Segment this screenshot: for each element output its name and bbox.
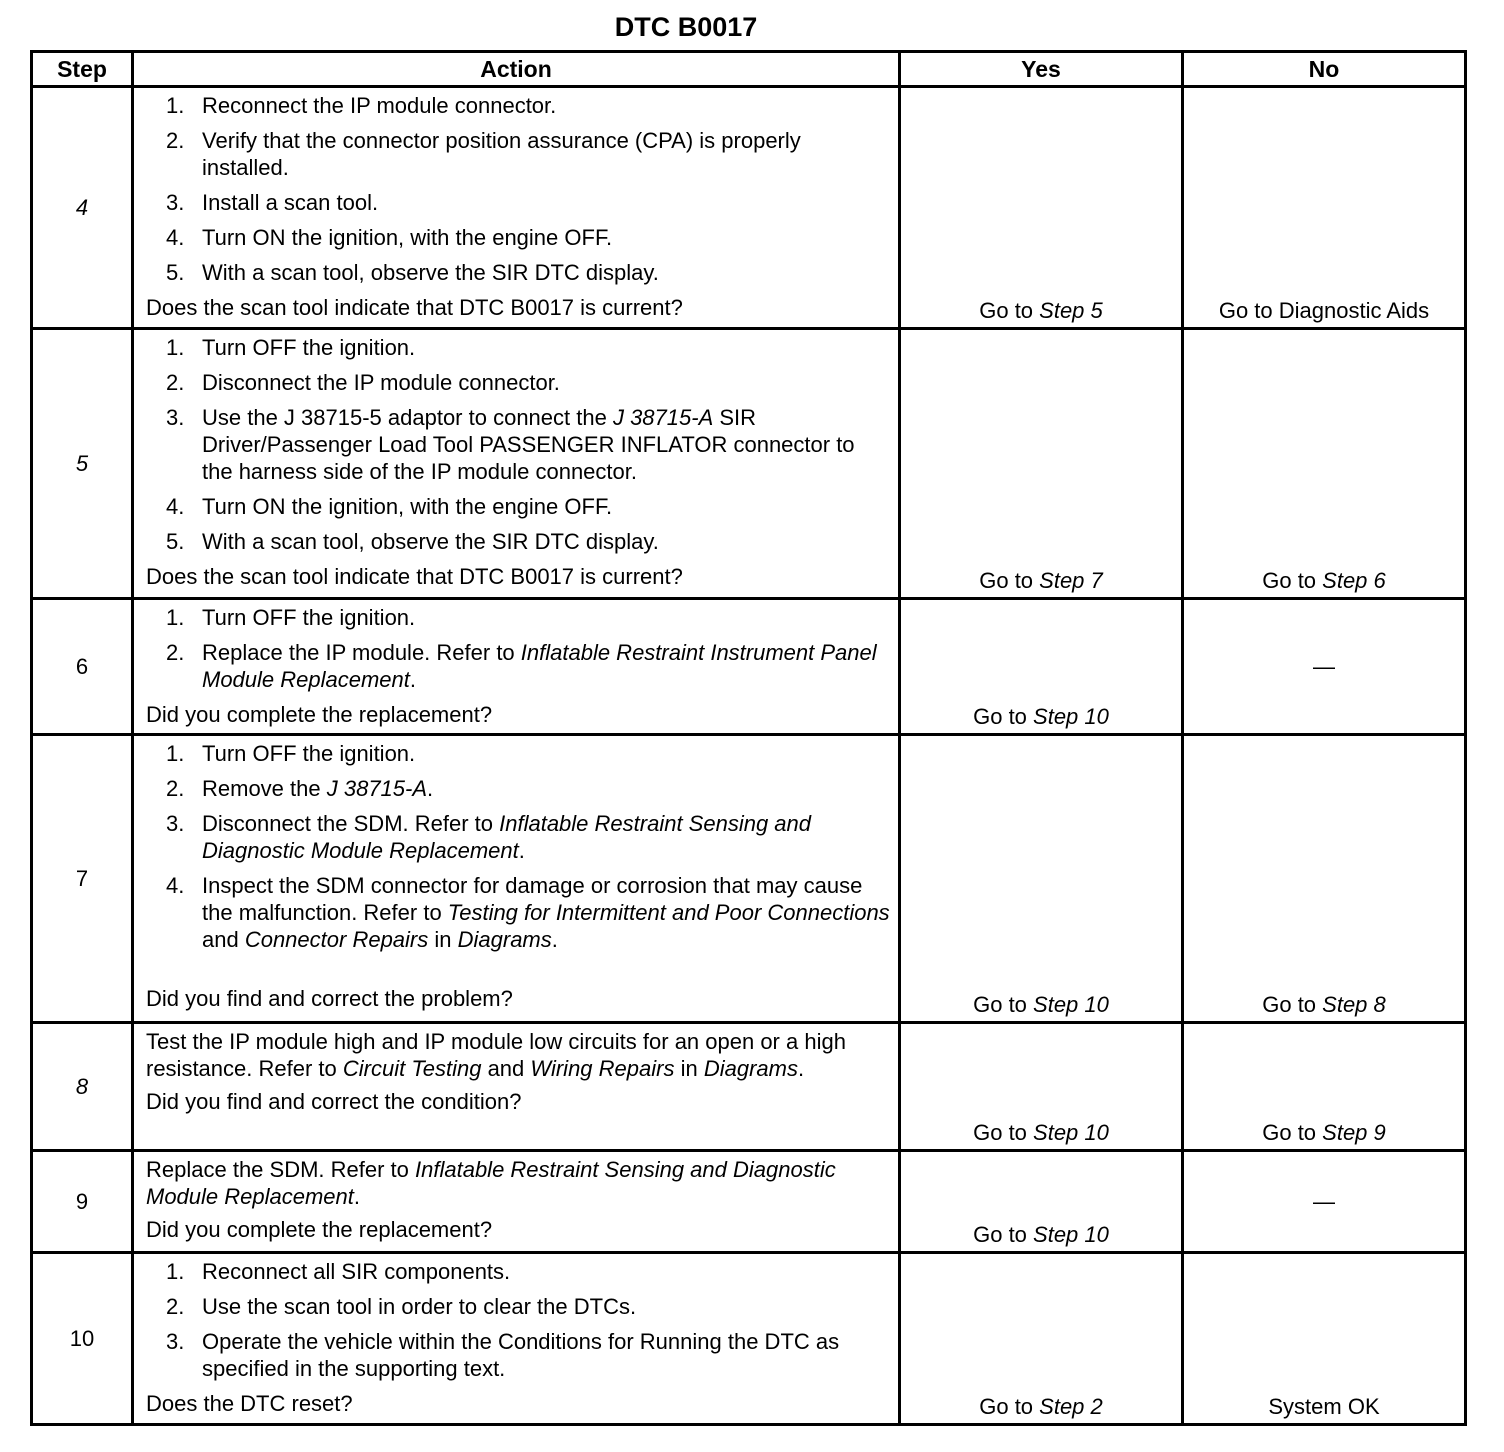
list-item: 2. Verify that the connector position assurance (CPA) is properly installed. bbox=[166, 128, 801, 180]
table-row bbox=[32, 329, 1466, 599]
list-item: 3. Use the J 38715-5 adaptor to connect the J 38715-A SIR Driver/Passenger Load Tool PASSENGER INFLATOR connector to the harness side of the IP module connector. bbox=[166, 405, 855, 484]
step-link[interactable]: Step 2 bbox=[1039, 1394, 1103, 1419]
action-list bbox=[146, 740, 890, 953]
action-cell bbox=[133, 599, 900, 735]
list-item: 1. Turn OFF the ignition. bbox=[166, 605, 416, 630]
step-number: 10 bbox=[32, 1253, 133, 1425]
step-number: 6 bbox=[32, 599, 133, 735]
step-link[interactable]: Step 6 bbox=[1322, 568, 1386, 593]
step-number: 8 bbox=[32, 1023, 133, 1151]
action-question: Does the scan tool indicate that DTC B0017 is current? bbox=[146, 564, 683, 589]
list-item: 1. Turn OFF the ignition. bbox=[166, 335, 416, 360]
yes-result[interactable]: Go to Step 7 bbox=[900, 329, 1183, 599]
step-link[interactable]: Step 10 bbox=[1033, 704, 1109, 729]
action-question: Does the scan tool indicate that DTC B0017 is current? bbox=[146, 295, 683, 320]
no-result[interactable]: Go to Step 6 bbox=[1183, 329, 1466, 599]
document-title: DTC B0017 bbox=[614, 12, 758, 42]
list-item: 1. Reconnect all SIR components. bbox=[166, 1259, 511, 1284]
action-paragraph: Test the IP module high and IP module low circuits for an open or a high resistance. Refer to Circuit Testing and Wiring Repairs in Diagrams. bbox=[146, 1029, 846, 1081]
action-cell bbox=[133, 735, 900, 1023]
action-question: Did you complete the replacement? bbox=[146, 1217, 493, 1242]
table-row bbox=[32, 1151, 1466, 1253]
action-list bbox=[146, 92, 890, 286]
step-link[interactable]: Step 10 bbox=[1033, 1222, 1109, 1247]
action-list bbox=[146, 334, 890, 555]
step-number: 7 bbox=[32, 735, 133, 1023]
list-item: 2. Use the scan tool in order to clear the DTCs. bbox=[166, 1294, 637, 1319]
list-item: 2. Disconnect the IP module connector. bbox=[166, 370, 560, 395]
step-link[interactable]: Step 5 bbox=[1039, 298, 1103, 323]
action-cell bbox=[133, 1023, 900, 1151]
action-question: Did you find and correct the problem? bbox=[146, 986, 513, 1011]
list-item: 4. Turn ON the ignition, with the engine OFF. bbox=[166, 225, 613, 250]
no-result: — bbox=[1183, 599, 1466, 735]
action-cell bbox=[133, 329, 900, 599]
list-item: 5. With a scan tool, observe the SIR DTC display. bbox=[166, 529, 659, 554]
list-item: 2. Replace the IP module. Refer to Inflatable Restraint Instrument Panel Module Replacement. bbox=[166, 640, 877, 692]
action-cell bbox=[133, 87, 900, 329]
step-number: 4 bbox=[32, 87, 133, 329]
no-result: — bbox=[1183, 1151, 1466, 1253]
table-row bbox=[32, 735, 1466, 1023]
step-link[interactable]: Step 7 bbox=[1039, 568, 1103, 593]
list-item: 4. Inspect the SDM connector for damage or corrosion that may cause the malfunction. Refer to Testing for Intermittent and Poor Connections and Connector Repairs in Diagrams. bbox=[166, 873, 890, 952]
action-cell bbox=[133, 1253, 900, 1425]
action-paragraph: Replace the SDM. Refer to Inflatable Restraint Sensing and Diagnostic Module Replacement. bbox=[146, 1157, 836, 1209]
no-result[interactable]: Go to Step 9 bbox=[1183, 1023, 1466, 1151]
list-item: 1. Turn OFF the ignition. bbox=[166, 741, 416, 766]
no-result[interactable]: Go to Diagnostic Aids bbox=[1183, 87, 1466, 329]
action-list bbox=[146, 604, 890, 693]
column-header-step: Step bbox=[32, 52, 133, 87]
list-item: 5. With a scan tool, observe the SIR DTC display. bbox=[166, 260, 659, 285]
list-item: 4. Turn ON the ignition, with the engine OFF. bbox=[166, 494, 613, 519]
step-number: 9 bbox=[32, 1151, 133, 1253]
no-result: System OK bbox=[1183, 1253, 1466, 1425]
table-row bbox=[32, 1023, 1466, 1151]
table-row bbox=[32, 1253, 1466, 1425]
column-header-yes: Yes bbox=[900, 52, 1183, 87]
list-item: 2. Remove the J 38715-A. bbox=[166, 776, 434, 801]
yes-result[interactable]: Go to Step 10 bbox=[900, 1023, 1183, 1151]
action-question: Did you complete the replacement? bbox=[146, 702, 493, 727]
action-list bbox=[146, 1258, 890, 1382]
table-header-row bbox=[32, 52, 1466, 87]
yes-result[interactable]: Go to Step 10 bbox=[900, 1151, 1183, 1253]
action-cell bbox=[133, 1151, 900, 1253]
column-header-action: Action bbox=[133, 52, 900, 87]
table-row bbox=[32, 87, 1466, 329]
yes-result[interactable]: Go to Step 10 bbox=[900, 735, 1183, 1023]
step-link[interactable]: Step 8 bbox=[1322, 992, 1386, 1017]
no-result[interactable]: Go to Step 8 bbox=[1183, 735, 1466, 1023]
yes-result[interactable]: Go to Step 10 bbox=[900, 599, 1183, 735]
step-link[interactable]: Step 9 bbox=[1322, 1120, 1386, 1145]
action-question: Did you find and correct the condition? bbox=[146, 1089, 522, 1114]
step-number: 5 bbox=[32, 329, 133, 599]
yes-result[interactable]: Go to Step 5 bbox=[900, 87, 1183, 329]
step-link[interactable]: Step 10 bbox=[1033, 992, 1109, 1017]
list-item: 3. Disconnect the SDM. Refer to Inflatable Restraint Sensing and Diagnostic Module Replacement. bbox=[166, 811, 811, 863]
list-item: 3. Operate the vehicle within the Conditions for Running the DTC as specified in the supporting text. bbox=[166, 1329, 840, 1381]
column-header-no: No bbox=[1183, 52, 1466, 87]
action-question: Does the DTC reset? bbox=[146, 1391, 353, 1416]
yes-result[interactable]: Go to Step 2 bbox=[900, 1253, 1183, 1425]
dtc-table bbox=[30, 50, 1467, 1426]
step-link[interactable]: Step 10 bbox=[1033, 1120, 1109, 1145]
table-row bbox=[32, 599, 1466, 735]
list-item: 1. Reconnect the IP module connector. bbox=[166, 93, 557, 118]
list-item: 3. Install a scan tool. bbox=[166, 190, 379, 215]
